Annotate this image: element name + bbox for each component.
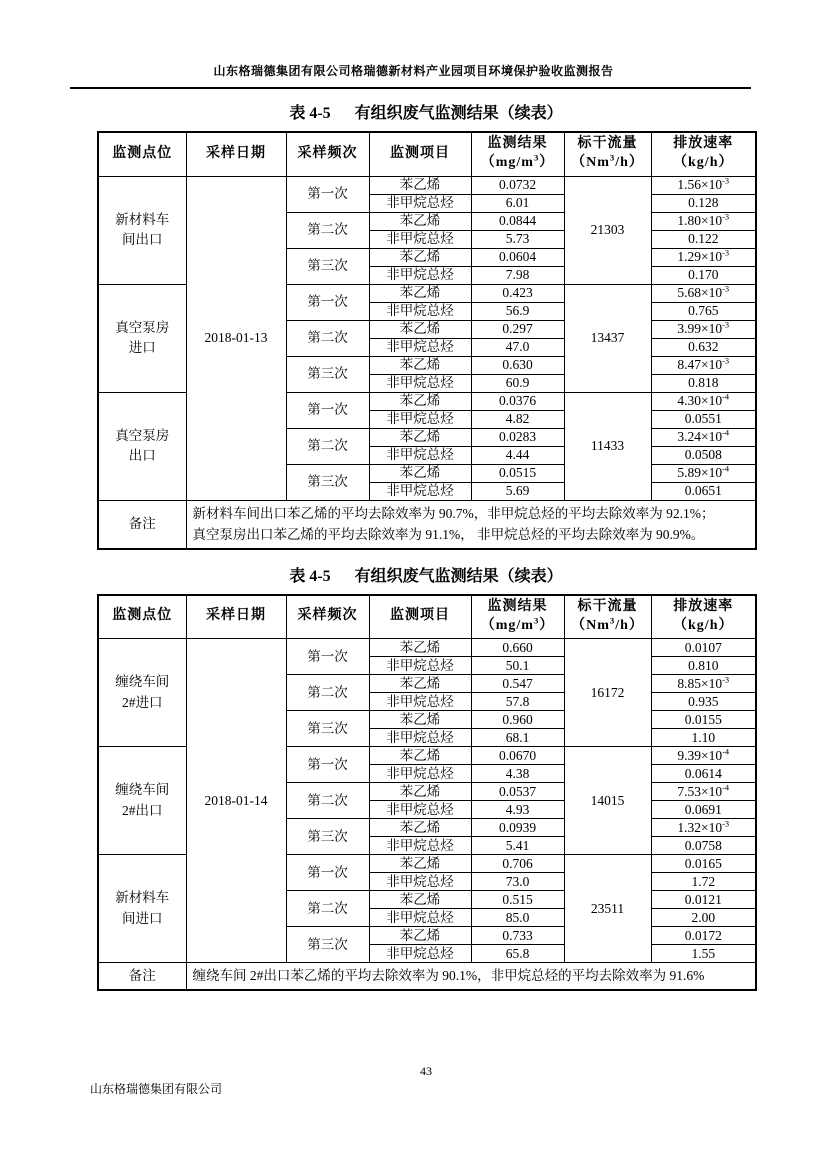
frequency-cell: 第三次 bbox=[286, 356, 369, 392]
column-header: 排放速率 （kg/h） bbox=[651, 595, 756, 639]
item-cell: 非甲烷总烃 bbox=[369, 374, 471, 392]
item-cell: 苯乙烯 bbox=[369, 428, 471, 446]
result-cell: 57.8 bbox=[471, 693, 564, 711]
rate-cell: $8.47\times 10^{-3}$ bbox=[651, 356, 756, 374]
result-cell: 4.38 bbox=[471, 765, 564, 783]
table-label: 表 4-5 bbox=[289, 567, 331, 585]
item-cell: 苯乙烯 bbox=[369, 212, 471, 230]
location-cell: 真空泵房 进口 bbox=[98, 284, 186, 392]
frequency-cell: 第一次 bbox=[286, 284, 369, 320]
result-cell: 0.733 bbox=[471, 927, 564, 945]
rate-cell: 1.72 bbox=[651, 873, 756, 891]
item-cell: 非甲烷总烃 bbox=[369, 945, 471, 963]
result-cell: 0.660 bbox=[471, 639, 564, 657]
location-cell: 缠绕车间 2#进口 bbox=[98, 639, 186, 747]
frequency-cell: 第一次 bbox=[286, 176, 369, 212]
result-cell: 56.9 bbox=[471, 302, 564, 320]
location-cell: 真空泵房 出口 bbox=[98, 392, 186, 500]
frequency-cell: 第一次 bbox=[286, 639, 369, 675]
result-cell: 7.98 bbox=[471, 266, 564, 284]
item-cell: 苯乙烯 bbox=[369, 284, 471, 302]
column-header: 监测结果 $(mg/m^3)$ bbox=[471, 595, 564, 639]
page-number: 43 bbox=[420, 1064, 432, 1078]
rate-cell: 2.00 bbox=[651, 909, 756, 927]
header-divider bbox=[70, 87, 751, 89]
location-cell: 缠绕车间 2#出口 bbox=[98, 747, 186, 855]
frequency-cell: 第三次 bbox=[286, 819, 369, 855]
remark-cell: 新材料车间出口苯乙烯的平均去除效率为 90.7%，非甲烷总烃的平均去除效率为 92.1%； 真空泵房出口苯乙烯的平均去除效率为 91.1%， 非甲烷总烃的平均去除效率为 90.9%。 bbox=[186, 500, 756, 549]
flow-cell: 21303 bbox=[564, 176, 651, 284]
item-cell: 非甲烷总烃 bbox=[369, 230, 471, 248]
item-cell: 苯乙烯 bbox=[369, 356, 471, 374]
result-cell: 0.0670 bbox=[471, 747, 564, 765]
result-cell: 85.0 bbox=[471, 909, 564, 927]
result-cell: 4.82 bbox=[471, 410, 564, 428]
item-cell: 非甲烷总烃 bbox=[369, 302, 471, 320]
rate-cell: 0.0172 bbox=[651, 927, 756, 945]
item-cell: 非甲烷总烃 bbox=[369, 837, 471, 855]
result-cell: 0.0537 bbox=[471, 783, 564, 801]
table-caption: 有组织废气监测结果（续表） bbox=[354, 567, 563, 585]
result-cell: 0.423 bbox=[471, 284, 564, 302]
remark-row bbox=[98, 963, 756, 990]
monitoring-table-2 bbox=[97, 594, 757, 991]
frequency-cell: 第三次 bbox=[286, 711, 369, 747]
document-header-title: 山东格瑞德集团有限公司格瑞德新材料产业园项目环境保护验收监测报告 bbox=[213, 64, 614, 78]
frequency-cell: 第二次 bbox=[286, 212, 369, 248]
frequency-cell: 第二次 bbox=[286, 675, 369, 711]
column-header: 监测点位 bbox=[98, 132, 186, 176]
result-cell: 0.630 bbox=[471, 356, 564, 374]
result-cell: 0.297 bbox=[471, 320, 564, 338]
data-row bbox=[98, 639, 756, 657]
table-caption: 有组织废气监测结果（续表） bbox=[354, 105, 563, 122]
item-cell: 非甲烷总烃 bbox=[369, 801, 471, 819]
flow-cell: 13437 bbox=[564, 284, 651, 392]
item-cell: 非甲烷总烃 bbox=[369, 338, 471, 356]
rate-cell: 0.0551 bbox=[651, 410, 756, 428]
item-cell: 非甲烷总烃 bbox=[369, 446, 471, 464]
date-cell: 2018-01-13 bbox=[186, 176, 286, 500]
item-cell: 非甲烷总烃 bbox=[369, 693, 471, 711]
frequency-cell: 第一次 bbox=[286, 747, 369, 783]
item-cell: 苯乙烯 bbox=[369, 248, 471, 266]
result-cell: 5.73 bbox=[471, 230, 564, 248]
column-header: 排放速率 （kg/h） bbox=[651, 132, 756, 176]
result-cell: 0.706 bbox=[471, 855, 564, 873]
column-header: 采样日期 bbox=[186, 595, 286, 639]
item-cell: 苯乙烯 bbox=[369, 783, 471, 801]
item-cell: 苯乙烯 bbox=[369, 392, 471, 410]
rate-cell: 0.122 bbox=[651, 230, 756, 248]
result-cell: 60.9 bbox=[471, 374, 564, 392]
item-cell: 非甲烷总烃 bbox=[369, 909, 471, 927]
item-cell: 非甲烷总烃 bbox=[369, 765, 471, 783]
item-cell: 苯乙烯 bbox=[369, 320, 471, 338]
rate-cell: $1.32\times 10^{-3}$ bbox=[651, 819, 756, 837]
rate-cell: $7.53\times 10^{-4}$ bbox=[651, 783, 756, 801]
result-cell: 5.69 bbox=[471, 482, 564, 500]
result-cell: 4.93 bbox=[471, 801, 564, 819]
item-cell: 苯乙烯 bbox=[369, 819, 471, 837]
column-header: 监测结果 $(mg/m^3)$ bbox=[471, 132, 564, 176]
rate-cell: $3.99\times 10^{-3}$ bbox=[651, 320, 756, 338]
column-header: 采样频次 bbox=[286, 595, 369, 639]
date-cell: 2018-01-14 bbox=[186, 639, 286, 963]
item-cell: 苯乙烯 bbox=[369, 747, 471, 765]
rate-cell: 0.0691 bbox=[651, 801, 756, 819]
frequency-cell: 第三次 bbox=[286, 248, 369, 284]
column-header: 标干流量 （Nm$^3$/h） bbox=[564, 132, 651, 176]
rate-cell: 0.128 bbox=[651, 194, 756, 212]
item-cell: 非甲烷总烃 bbox=[369, 266, 471, 284]
result-cell: 0.0283 bbox=[471, 428, 564, 446]
result-cell: 0.547 bbox=[471, 675, 564, 693]
monitoring-table-1 bbox=[97, 131, 757, 550]
column-header: 监测项目 bbox=[369, 595, 471, 639]
flow-cell: 16172 bbox=[564, 639, 651, 747]
rate-cell: $1.56\times 10^{-3}$ bbox=[651, 176, 756, 194]
page-content bbox=[97, 96, 755, 991]
column-header: 监测项目 bbox=[369, 132, 471, 176]
remark-label-cell: 备注 bbox=[98, 963, 186, 990]
result-cell: 0.0604 bbox=[471, 248, 564, 266]
item-cell: 苯乙烯 bbox=[369, 927, 471, 945]
table-header-row bbox=[98, 595, 756, 639]
flow-cell: 11433 bbox=[564, 392, 651, 500]
rate-cell: 0.170 bbox=[651, 266, 756, 284]
remark-label-cell: 备注 bbox=[98, 500, 186, 549]
item-cell: 非甲烷总烃 bbox=[369, 873, 471, 891]
rate-cell: $9.39\times 10^{-4}$ bbox=[651, 747, 756, 765]
frequency-cell: 第一次 bbox=[286, 392, 369, 428]
rate-cell: $3.24\times 10^{-4}$ bbox=[651, 428, 756, 446]
rate-cell: 0.0165 bbox=[651, 855, 756, 873]
rate-cell: 0.632 bbox=[651, 338, 756, 356]
result-cell: 50.1 bbox=[471, 657, 564, 675]
result-cell: 0.0376 bbox=[471, 392, 564, 410]
item-cell: 非甲烷总烃 bbox=[369, 729, 471, 747]
column-header: 标干流量 （Nm$^3$/h） bbox=[564, 595, 651, 639]
item-cell: 非甲烷总烃 bbox=[369, 657, 471, 675]
rate-cell: 0.810 bbox=[651, 657, 756, 675]
rate-cell: 0.0508 bbox=[651, 446, 756, 464]
rate-cell: 0.765 bbox=[651, 302, 756, 320]
rate-cell: 1.55 bbox=[651, 945, 756, 963]
rate-cell: 0.0155 bbox=[651, 711, 756, 729]
result-cell: 0.0732 bbox=[471, 176, 564, 194]
frequency-cell: 第二次 bbox=[286, 320, 369, 356]
item-cell: 苯乙烯 bbox=[369, 855, 471, 873]
frequency-cell: 第一次 bbox=[286, 855, 369, 891]
result-cell: 5.41 bbox=[471, 837, 564, 855]
remark-cell: 缠绕车间 2#出口苯乙烯的平均去除效率为 90.1%，非甲烷总烃的平均去除效率为 91.6% bbox=[186, 963, 756, 990]
rate-cell: $1.29\times 10^{-3}$ bbox=[651, 248, 756, 266]
footer-company: 山东格瑞德集团有限公司 bbox=[90, 1082, 223, 1096]
item-cell: 苯乙烯 bbox=[369, 675, 471, 693]
rate-cell: 0.0758 bbox=[651, 837, 756, 855]
table-section-2 bbox=[97, 566, 755, 991]
frequency-cell: 第三次 bbox=[286, 464, 369, 500]
result-cell: 68.1 bbox=[471, 729, 564, 747]
table-section-1 bbox=[97, 103, 755, 550]
result-cell: 6.01 bbox=[471, 194, 564, 212]
result-cell: 73.0 bbox=[471, 873, 564, 891]
flow-cell: 23511 bbox=[564, 855, 651, 963]
frequency-cell: 第二次 bbox=[286, 891, 369, 927]
item-cell: 苯乙烯 bbox=[369, 711, 471, 729]
rate-cell: 0.0614 bbox=[651, 765, 756, 783]
rate-cell: $5.89\times 10^{-4}$ bbox=[651, 464, 756, 482]
rate-cell: 0.818 bbox=[651, 374, 756, 392]
rate-cell: $1.80\times 10^{-3}$ bbox=[651, 212, 756, 230]
frequency-cell: 第二次 bbox=[286, 428, 369, 464]
flow-cell: 14015 bbox=[564, 747, 651, 855]
rate-cell: $5.68\times 10^{-3}$ bbox=[651, 284, 756, 302]
rate-cell: $8.85\times 10^{-3}$ bbox=[651, 675, 756, 693]
frequency-cell: 第三次 bbox=[286, 927, 369, 963]
rate-cell: 0.935 bbox=[651, 693, 756, 711]
item-cell: 非甲烷总烃 bbox=[369, 410, 471, 428]
rate-cell: 0.0651 bbox=[651, 482, 756, 500]
location-cell: 新材料车 间进口 bbox=[98, 855, 186, 963]
result-cell: 0.0515 bbox=[471, 464, 564, 482]
result-cell: 0.515 bbox=[471, 891, 564, 909]
table-title bbox=[97, 566, 755, 587]
table-header-row bbox=[98, 132, 756, 176]
rate-cell: 0.0121 bbox=[651, 891, 756, 909]
item-cell: 苯乙烯 bbox=[369, 891, 471, 909]
column-header: 监测点位 bbox=[98, 595, 186, 639]
result-cell: 4.44 bbox=[471, 446, 564, 464]
column-header: 采样日期 bbox=[186, 132, 286, 176]
result-cell: 47.0 bbox=[471, 338, 564, 356]
rate-cell: 0.0107 bbox=[651, 639, 756, 657]
column-header: 采样频次 bbox=[286, 132, 369, 176]
item-cell: 苯乙烯 bbox=[369, 464, 471, 482]
frequency-cell: 第二次 bbox=[286, 783, 369, 819]
rate-cell: 1.10 bbox=[651, 729, 756, 747]
location-cell: 新材料车 间出口 bbox=[98, 176, 186, 284]
table-label: 表 4-5 bbox=[289, 105, 331, 122]
remark-row bbox=[98, 500, 756, 549]
data-row bbox=[98, 176, 756, 194]
item-cell: 苯乙烯 bbox=[369, 639, 471, 657]
result-cell: 0.0939 bbox=[471, 819, 564, 837]
item-cell: 非甲烷总烃 bbox=[369, 194, 471, 212]
result-cell: 65.8 bbox=[471, 945, 564, 963]
result-cell: 0.0844 bbox=[471, 212, 564, 230]
item-cell: 非甲烷总烃 bbox=[369, 482, 471, 500]
rate-cell: $4.30\times 10^{-4}$ bbox=[651, 392, 756, 410]
table-title bbox=[97, 103, 755, 124]
item-cell: 苯乙烯 bbox=[369, 176, 471, 194]
result-cell: 0.960 bbox=[471, 711, 564, 729]
